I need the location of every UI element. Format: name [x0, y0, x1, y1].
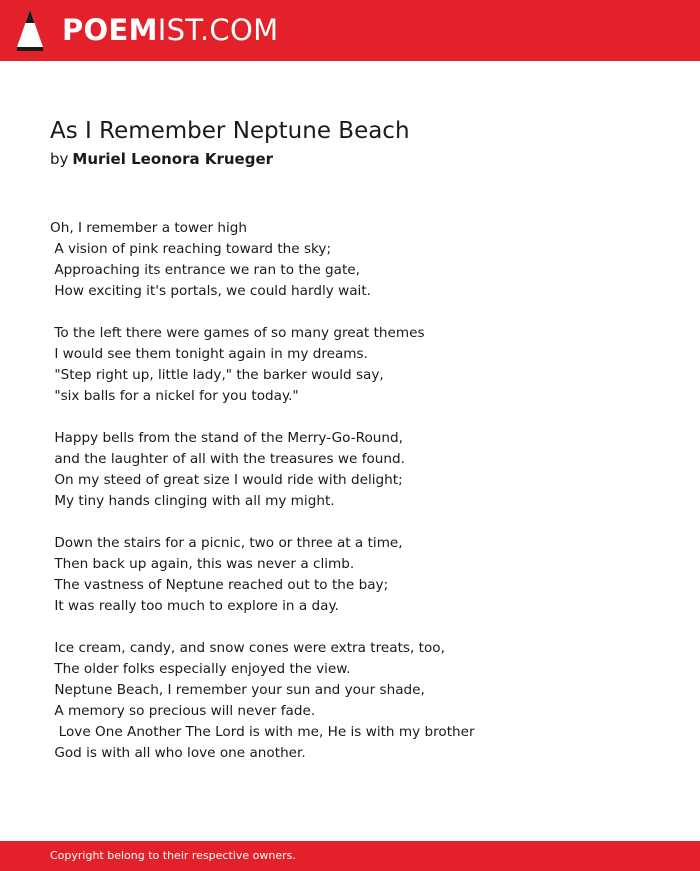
- poem-title: As I Remember Neptune Beach: [50, 118, 410, 144]
- by-label: by: [50, 150, 69, 168]
- logo-bold-text: POEM: [62, 13, 158, 47]
- poem-text: Oh, I remember a tower high A vision of pink reaching toward the sky; Approaching its entrance we ran to the gate, How exciting it's portals, we could hardly wait. To the left there were games of so many great themes I would see them tonight again in my dreams. "Step right up, little lady," the barker would say, "six balls for a nickel for you today." Happy bells from the stand of the Merry-Go-Round, and the laughter of all with the treasures we found. On my steed of great size I would ride with delight; My tiny hands clinging with all my might. Down the stairs for a picnic, two or three at a time, Then back up again, this was never a climb. The vastness of Neptune reached out to the bay; It was really too much to explore in a day. Ice cream, candy, and snow cones were extra treats, too, The older folks especially enjoyed the view. Neptune Beach, I remember your sun and your shade, A memory so precious will never fade. Love One Another The Lord is with me, He is with my brother God is with all who love one another.: [50, 220, 475, 761]
- site-footer: [0, 841, 700, 871]
- site-logo[interactable]: [62, 12, 278, 48]
- pencil-logo-icon[interactable]: [16, 9, 44, 51]
- poem-byline: [50, 148, 273, 170]
- poem-author: Muriel Leonora Krueger: [72, 150, 274, 168]
- copyright-text: Copyright belong to their respective owners.: [50, 849, 296, 862]
- site-header: [0, 0, 700, 61]
- logo-light-text: IST.COM: [157, 13, 279, 47]
